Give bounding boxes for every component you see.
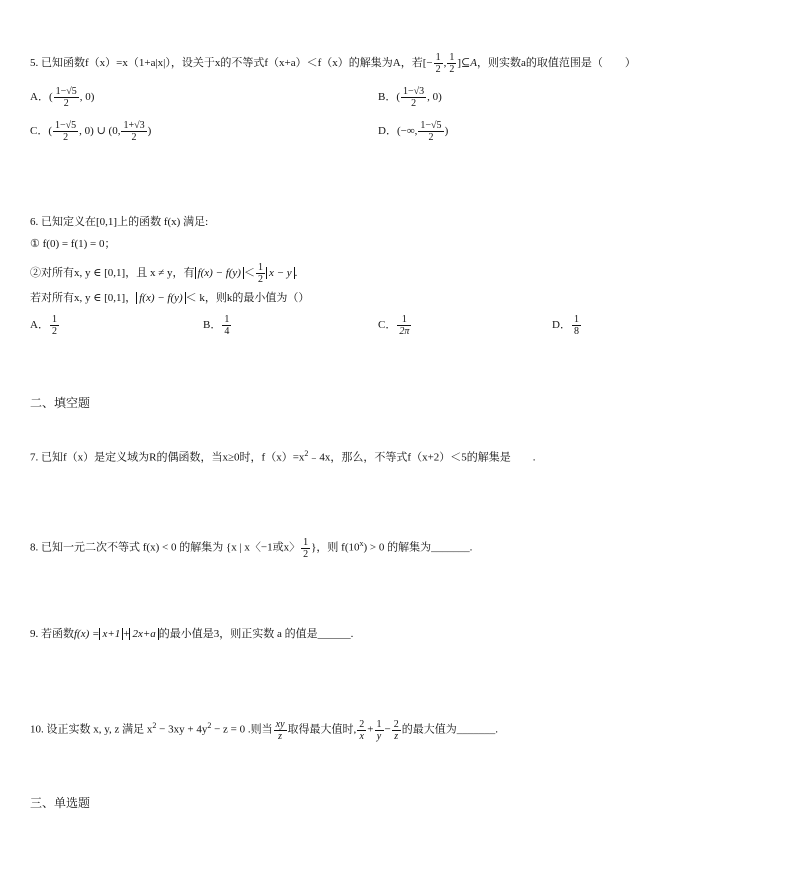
q6-condition-1: ① f(0) = f(1) = 0； bbox=[30, 238, 116, 250]
q9-text: 9. 若函数f(x) = x+1 + 2x+a 的最小值是3，则正实数 a 的值是______. bbox=[30, 628, 354, 640]
q6-option-b[interactable]: B． $\frac{1}{4}$ bbox=[203, 314, 230, 337]
q5-option-b[interactable]: B．( $\frac{1-√3}{2}$ , 0) bbox=[378, 86, 442, 109]
q7-text: 7. 已知f（x）是定义域为R的偶函数，当x≥0时，$f(x)=x^2﹣4x$，那么，不等式f（x+2）＜5的解集是 . bbox=[30, 449, 536, 464]
q6-option-a[interactable]: A． $\frac{1}{2}$ bbox=[30, 314, 57, 337]
section-heading-fill-in: 二、填空题 bbox=[30, 396, 91, 410]
q5-option-a[interactable]: A．( $\frac{1-√5}{2}$ , 0) bbox=[30, 86, 95, 109]
q6-option-c[interactable]: C． $\frac{1}{2\pi}$ bbox=[378, 314, 410, 337]
q6-option-d[interactable]: D． $\frac{1}{8}$ bbox=[552, 314, 579, 337]
q5-stem: 5. 已知函数f（x）=x（1+a|x|），设关于x的不等式f（x+a）＜f（x）的解集为A，若[− $\frac{1}{2}$ , $\frac{1}{2}$ ]⊆A，则实数a的取值范围是（ ） bbox=[30, 52, 636, 75]
q10-text: 10. 设正实数 x, y, z 满足 $x^2 - 3xy + 4y^2 - z = 0$ .则当 $\frac{xy}{z}$ 取得最大值时, $\frac{2}{x}$ + $\frac{1}{y}$ − $\frac{2}{z}$ 的最大值为_______. bbox=[30, 718, 498, 742]
q5-half2: $\frac{1}{2}$ bbox=[449, 52, 455, 75]
q5-option-d[interactable]: D．(−∞, $\frac{1-√5}{2}$ ) bbox=[378, 120, 449, 143]
section-heading-single-choice: 三、单选题 bbox=[30, 796, 91, 810]
q5-option-c[interactable]: C．( $\frac{1-√5}{2}$ , 0) ∪ (0, $\frac{1+√3}{2}$ ) bbox=[30, 120, 152, 143]
q6-condition-2: ②对所有x, y ∈ [0,1]，且 x ≠ y，有 f(x) − f(y) ＜ $\frac{1}{2}$ x − y . bbox=[30, 262, 298, 285]
q8-text: 8. 已知一元二次不等式 f(x) < 0 的解集为 {x | x〈−1或x〉 $\frac{1}{2}$ }，则 $f(10^x) > 0$ 的解集为_______. bbox=[30, 536, 473, 560]
q6-stem: 6. 已知定义在[0,1]上的函数 f(x) 满足: bbox=[30, 216, 209, 228]
q5-half1: $\frac{1}{2}$ bbox=[435, 52, 441, 75]
q6-condition-3: 若对所有x, y ∈ [0,1]， f(x) − f(y) ＜ k，则k的最小值为（） bbox=[30, 292, 310, 304]
